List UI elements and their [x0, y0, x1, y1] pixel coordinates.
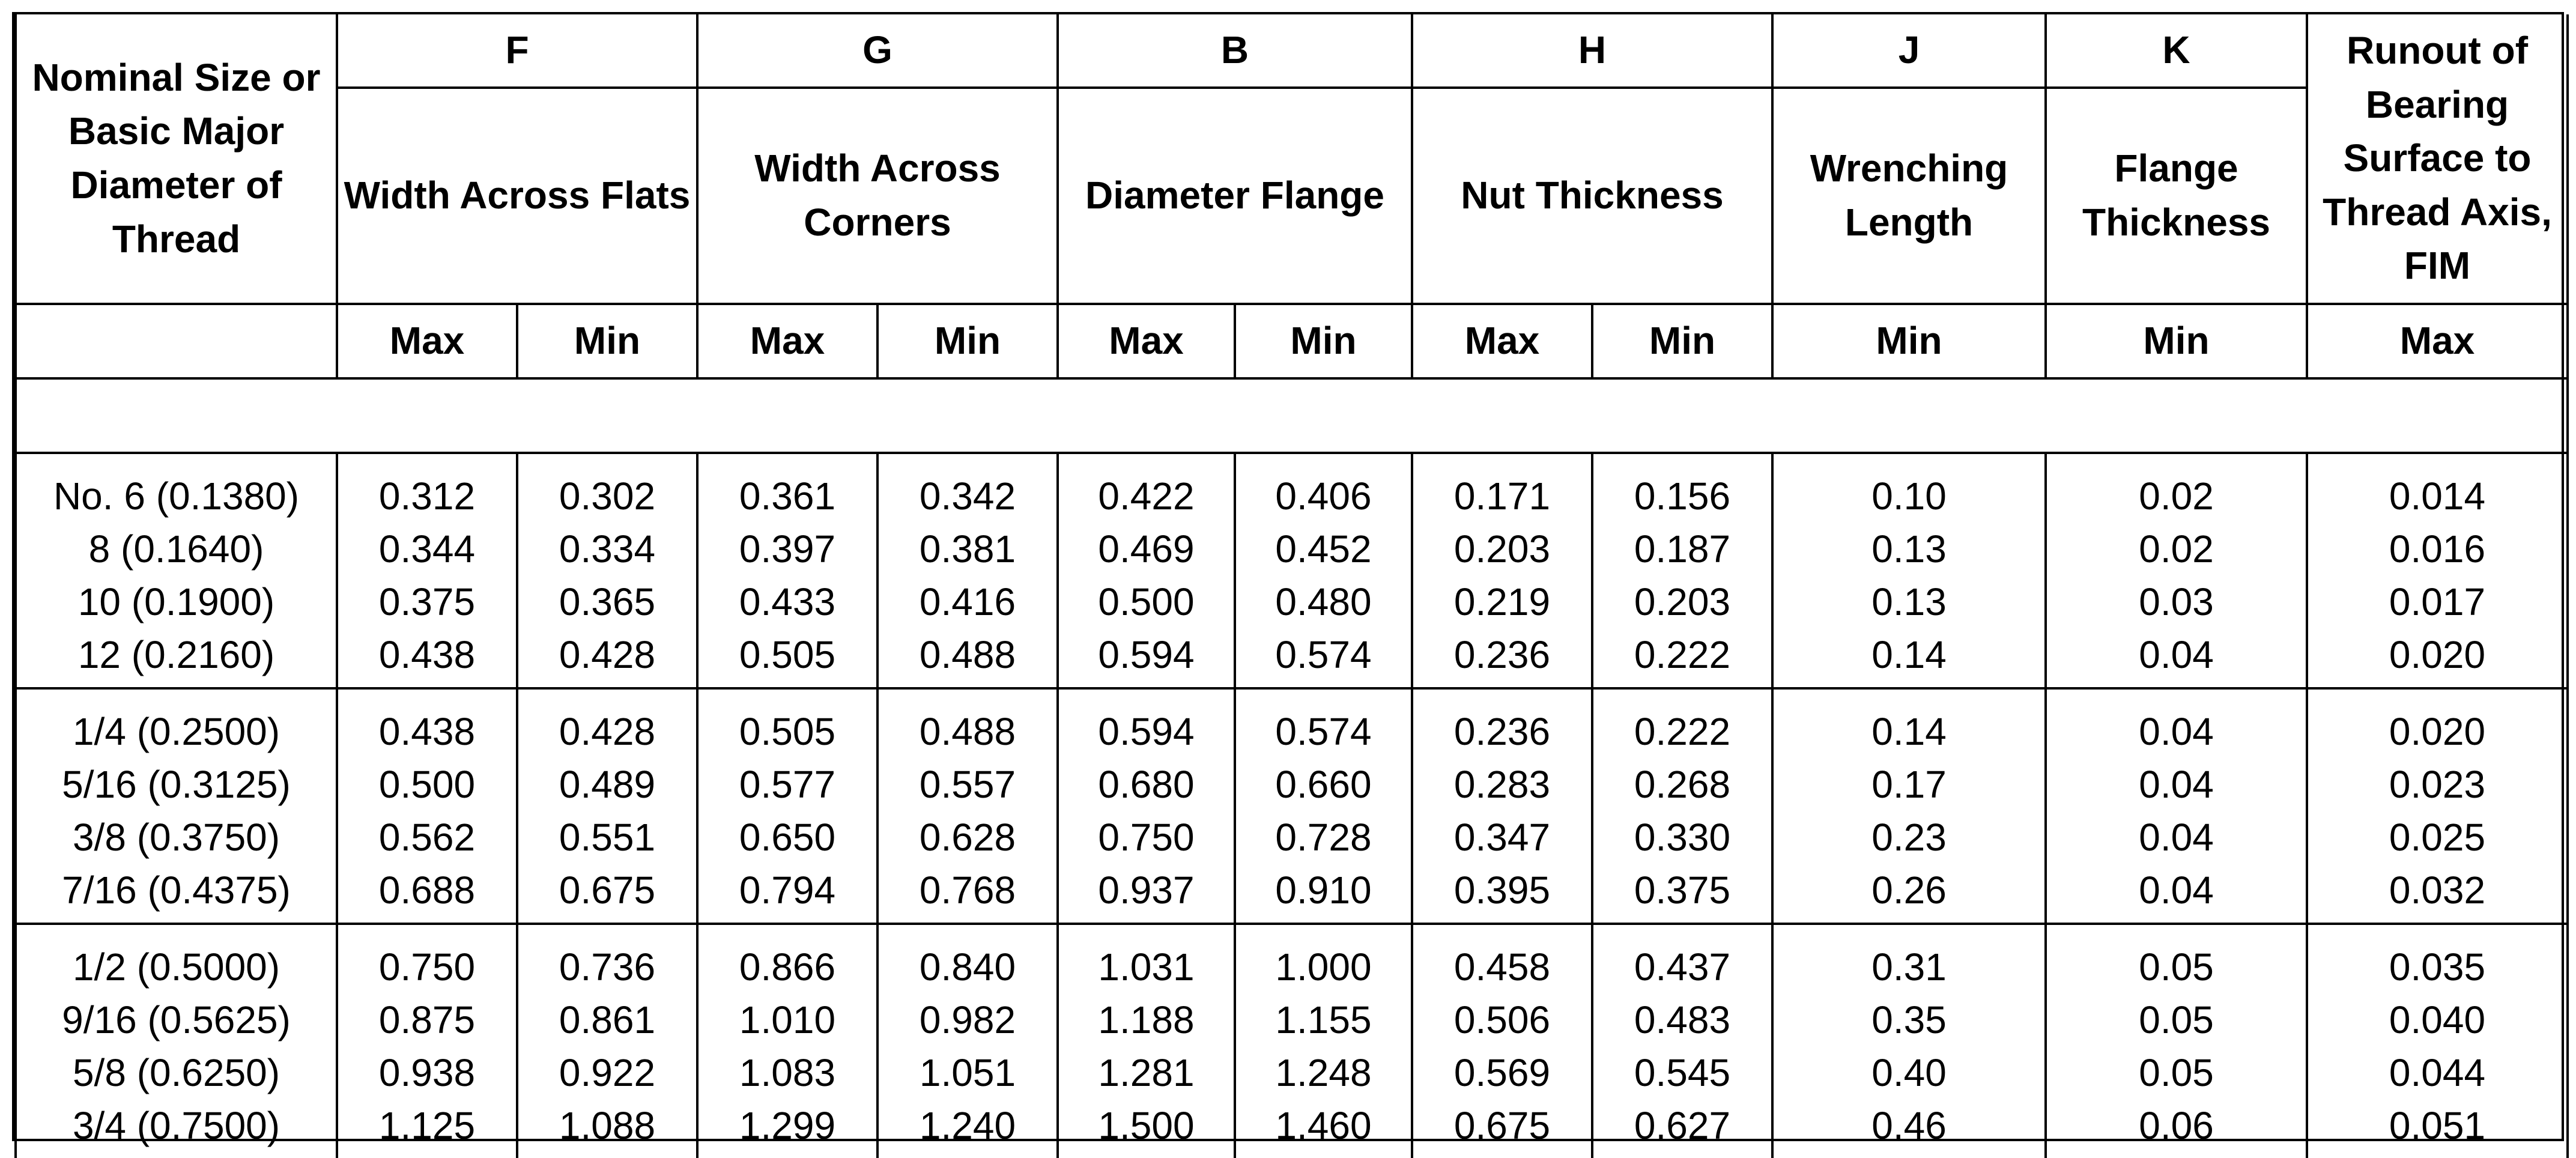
value-cell	[1412, 924, 1592, 1158]
dimension-value: 0.500	[1098, 580, 1195, 623]
dimension-value: 0.437	[1634, 945, 1731, 989]
dimension-value: 0.344	[378, 527, 476, 571]
dimension-value: 0.574	[1275, 710, 1372, 753]
dimension-value: 0.545	[1634, 1051, 1731, 1094]
value-cell	[2307, 924, 2568, 1158]
dimension-value: 0.750	[1098, 816, 1195, 859]
dimension-value: 0.361	[739, 474, 836, 518]
col-letter-g: G	[697, 14, 1058, 88]
value-cell	[1772, 688, 2046, 924]
thread-size-value: 3/8 (0.3750)	[72, 816, 280, 859]
dimension-value: 0.342	[919, 474, 1016, 518]
thread-size-value: 1/2 (0.5000)	[72, 945, 280, 989]
dimension-value: 0.736	[559, 945, 656, 989]
dimension-value: 1.010	[739, 998, 836, 1041]
sub-h-min: Min	[1592, 304, 1772, 378]
dimension-value: 0.506	[1453, 998, 1551, 1041]
dimension-value: 0.156	[1634, 474, 1731, 518]
dimension-value: 0.469	[1098, 527, 1195, 571]
dimension-value: 0.680	[1098, 763, 1195, 806]
size-cell	[16, 924, 337, 1158]
dimension-value: 0.334	[559, 527, 656, 571]
thread-size-value: 3/4 (0.7500)	[72, 1104, 280, 1147]
thread-size-value: 7/16 (0.4375)	[62, 868, 291, 912]
dimension-value: 0.040	[2389, 998, 2486, 1041]
value-cell	[1772, 924, 2046, 1158]
thread-size-value: 1/4 (0.2500)	[72, 710, 280, 753]
size-column-header: Nominal Size or Basic Major Diameter of Thread	[16, 14, 337, 304]
dimension-value: 0.982	[919, 998, 1016, 1041]
table-group-3	[16, 924, 2568, 1158]
dimension-value: 0.627	[1634, 1104, 1731, 1147]
dimension-value: 0.505	[739, 710, 836, 753]
sub-j-min: Min	[1772, 304, 2046, 378]
value-cell	[2307, 688, 2568, 924]
blank-separator-row	[16, 378, 2568, 453]
dimension-value: 1.188	[1098, 998, 1195, 1041]
dimension-value: 1.248	[1275, 1051, 1372, 1094]
dimension-value: 0.488	[919, 710, 1016, 753]
dimension-value: 0.381	[919, 527, 1016, 571]
size-cell	[16, 688, 337, 924]
dimension-value: 0.236	[1453, 633, 1551, 676]
dimension-value: 0.02	[2139, 527, 2214, 571]
dimension-value: 0.688	[378, 868, 476, 912]
dimension-value: 0.187	[1634, 527, 1731, 571]
value-cell	[877, 453, 1058, 688]
dimension-value: 0.675	[1453, 1104, 1551, 1147]
dimension-value: 0.650	[739, 816, 836, 859]
dimension-value: 0.014	[2389, 474, 2486, 518]
dimension-value: 0.569	[1453, 1051, 1551, 1094]
value-cell	[1058, 924, 1235, 1158]
value-cell	[1058, 453, 1235, 688]
dimension-value: 0.397	[739, 527, 836, 571]
value-cell	[877, 924, 1058, 1158]
dimension-value: 0.203	[1453, 527, 1551, 571]
value-cell	[877, 688, 1058, 924]
sub-runout-max: Max	[2307, 304, 2568, 378]
sub-f-max: Max	[337, 304, 517, 378]
dimension-value: 0.489	[559, 763, 656, 806]
dimension-value: 0.922	[559, 1051, 656, 1094]
dimension-value: 0.051	[2389, 1104, 2486, 1147]
dimension-value: 0.861	[559, 998, 656, 1041]
col-name-width-across-flats: Width Across Flats	[337, 88, 697, 304]
dimension-value: 0.035	[2389, 945, 2486, 989]
dimension-value: 0.023	[2389, 763, 2486, 806]
table-row	[16, 924, 2568, 1158]
dimension-value: 0.768	[919, 868, 1016, 912]
dimension-value: 0.46	[1871, 1104, 1947, 1147]
col-name-nut-thickness: Nut Thickness	[1412, 88, 1772, 304]
dimension-value: 0.628	[919, 816, 1016, 859]
dimension-value: 0.480	[1275, 580, 1372, 623]
dimension-value: 0.312	[378, 474, 476, 518]
sub-h-max: Max	[1412, 304, 1592, 378]
dimension-value: 0.016	[2389, 527, 2486, 571]
dimension-value: 0.35	[1871, 998, 1947, 1041]
nut-dimensions-table-frame	[12, 12, 2564, 1147]
dimension-value: 0.020	[2389, 710, 2486, 753]
nut-dimensions-table	[14, 14, 2569, 1158]
thread-size-value: 5/8 (0.6250)	[72, 1051, 280, 1094]
dimension-value: 0.840	[919, 945, 1016, 989]
table-row	[16, 453, 2568, 688]
dimension-value: 0.428	[559, 710, 656, 753]
value-cell	[2046, 688, 2307, 924]
dimension-value: 1.460	[1275, 1104, 1372, 1147]
value-cell	[697, 453, 877, 688]
sub-g-max: Max	[697, 304, 877, 378]
dimension-value: 0.458	[1453, 945, 1551, 989]
thread-size-value: No. 6 (0.1380)	[53, 474, 300, 518]
dimension-value: 1.088	[559, 1104, 656, 1147]
thread-size-value: 8 (0.1640)	[88, 527, 264, 571]
dimension-value: 0.551	[559, 816, 656, 859]
value-cell	[517, 924, 697, 1158]
dimension-value: 0.347	[1453, 816, 1551, 859]
dimension-value: 0.875	[378, 998, 476, 1041]
col-name-wrenching-length: Wrenching Length	[1772, 88, 2046, 304]
col-letter-j: J	[1772, 14, 2046, 88]
dimension-value: 1.155	[1275, 998, 1372, 1041]
col-letter-f: F	[337, 14, 697, 88]
dimension-value: 0.750	[378, 945, 476, 989]
size-subheader-blank	[16, 304, 337, 378]
dimension-value: 0.910	[1275, 868, 1372, 912]
dimension-value: 0.26	[1871, 868, 1947, 912]
dimension-value: 0.562	[378, 816, 476, 859]
thread-size-value: 5/16 (0.3125)	[62, 763, 291, 806]
dimension-value: 0.488	[919, 633, 1016, 676]
value-cell	[1058, 688, 1235, 924]
col-letter-k: K	[2046, 14, 2307, 88]
col-name-runout: Runout of Bearing Surface to Thread Axis, FIM	[2307, 14, 2568, 304]
dimension-value: 0.452	[1275, 527, 1372, 571]
value-cell	[517, 453, 697, 688]
dimension-value: 0.937	[1098, 868, 1195, 912]
dimension-value: 0.31	[1871, 945, 1947, 989]
dimension-value: 0.375	[1634, 868, 1731, 912]
dimension-value: 0.04	[2139, 763, 2214, 806]
dimension-value: 1.281	[1098, 1051, 1195, 1094]
dimension-value: 0.505	[739, 633, 836, 676]
dimension-value: 0.13	[1871, 580, 1947, 623]
dimension-value: 0.416	[919, 580, 1016, 623]
value-cell	[337, 453, 517, 688]
dimension-value: 0.14	[1871, 633, 1947, 676]
value-cell	[1412, 453, 1592, 688]
dimension-value: 0.483	[1634, 998, 1731, 1041]
value-cell	[337, 688, 517, 924]
dimension-value: 0.577	[739, 763, 836, 806]
value-cell	[337, 924, 517, 1158]
dimension-value: 0.044	[2389, 1051, 2486, 1094]
dimension-value: 0.032	[2389, 868, 2486, 912]
dimension-value: 1.299	[739, 1104, 836, 1147]
dimension-value: 0.660	[1275, 763, 1372, 806]
dimension-value: 0.04	[2139, 868, 2214, 912]
dimension-value: 0.03	[2139, 580, 2214, 623]
table-group-2	[16, 688, 2568, 924]
value-cell	[697, 688, 877, 924]
table-row	[16, 688, 2568, 924]
dimension-value: 0.283	[1453, 763, 1551, 806]
dimension-value: 0.866	[739, 945, 836, 989]
dimension-value: 0.05	[2139, 1051, 2214, 1094]
dimension-value: 0.594	[1098, 633, 1195, 676]
dimension-value: 0.406	[1275, 474, 1372, 518]
value-cell	[1235, 453, 1412, 688]
col-letter-h: H	[1412, 14, 1772, 88]
value-cell	[1772, 453, 2046, 688]
sub-g-min: Min	[877, 304, 1058, 378]
dimension-value: 0.422	[1098, 474, 1195, 518]
col-letter-b: B	[1058, 14, 1412, 88]
dimension-value: 1.125	[378, 1104, 476, 1147]
dimension-value: 0.330	[1634, 816, 1731, 859]
dimension-value: 0.728	[1275, 816, 1372, 859]
dimension-value: 0.171	[1453, 474, 1551, 518]
dimension-value: 1.031	[1098, 945, 1195, 989]
value-cell	[1592, 453, 1772, 688]
dimension-value: 0.17	[1871, 763, 1947, 806]
thread-size-value: 10 (0.1900)	[77, 580, 275, 623]
dimension-value: 0.04	[2139, 710, 2214, 753]
col-name-width-across-corners: Width Across Corners	[697, 88, 1058, 304]
dimension-value: 0.02	[2139, 474, 2214, 518]
dimension-value: 1.240	[919, 1104, 1016, 1147]
dimension-value: 0.433	[739, 580, 836, 623]
sub-k-min: Min	[2046, 304, 2307, 378]
col-name-flange-thickness: Flange Thickness	[2046, 88, 2307, 304]
dimension-value: 0.302	[559, 474, 656, 518]
dimension-value: 0.23	[1871, 816, 1947, 859]
value-cell	[1412, 688, 1592, 924]
dimension-value: 0.375	[378, 580, 476, 623]
dimension-value: 0.500	[378, 763, 476, 806]
dimension-value: 1.083	[739, 1051, 836, 1094]
value-cell	[1235, 924, 1412, 1158]
value-cell	[2307, 453, 2568, 688]
thread-size-value: 9/16 (0.5625)	[62, 998, 291, 1041]
dimension-value: 0.438	[378, 710, 476, 753]
dimension-value: 0.222	[1634, 710, 1731, 753]
dimension-value: 0.594	[1098, 710, 1195, 753]
value-cell	[1235, 688, 1412, 924]
dimension-value: 1.051	[919, 1051, 1016, 1094]
sub-b-min: Min	[1235, 304, 1412, 378]
dimension-value: 0.13	[1871, 527, 1947, 571]
dimension-value: 0.268	[1634, 763, 1731, 806]
col-name-diameter-flange: Diameter Flange	[1058, 88, 1412, 304]
dimension-value: 0.395	[1453, 868, 1551, 912]
dimension-value: 1.000	[1275, 945, 1372, 989]
value-cell	[1592, 688, 1772, 924]
dimension-value: 0.05	[2139, 998, 2214, 1041]
dimension-value: 0.438	[378, 633, 476, 676]
value-cell	[1592, 924, 1772, 1158]
dimension-value: 0.938	[378, 1051, 476, 1094]
sub-f-min: Min	[517, 304, 697, 378]
dimension-value: 0.794	[739, 868, 836, 912]
thread-size-value: 12 (0.2160)	[77, 633, 275, 676]
dimension-value: 0.365	[559, 580, 656, 623]
dimension-value: 0.04	[2139, 816, 2214, 859]
dimension-value: 0.574	[1275, 633, 1372, 676]
dimension-value: 0.025	[2389, 816, 2486, 859]
dimension-value: 0.236	[1453, 710, 1551, 753]
dimension-value: 0.557	[919, 763, 1016, 806]
dimension-value: 0.04	[2139, 633, 2214, 676]
dimension-value: 0.06	[2139, 1104, 2214, 1147]
dimension-value: 1.500	[1098, 1104, 1195, 1147]
value-cell	[2046, 924, 2307, 1158]
value-cell	[517, 688, 697, 924]
size-cell	[16, 453, 337, 688]
table-group-1	[16, 453, 2568, 688]
dimension-value: 0.14	[1871, 710, 1947, 753]
dimension-value: 0.219	[1453, 580, 1551, 623]
value-cell	[697, 924, 877, 1158]
dimension-value: 0.017	[2389, 580, 2486, 623]
dimension-value: 0.05	[2139, 945, 2214, 989]
dimension-value: 0.428	[559, 633, 656, 676]
dimension-value: 0.10	[1871, 474, 1947, 518]
dimension-value: 0.020	[2389, 633, 2486, 676]
dimension-value: 0.203	[1634, 580, 1731, 623]
dimension-value: 0.675	[559, 868, 656, 912]
value-cell	[2046, 453, 2307, 688]
dimension-value: 0.222	[1634, 633, 1731, 676]
sub-b-max: Max	[1058, 304, 1235, 378]
dimension-value: 0.40	[1871, 1051, 1947, 1094]
